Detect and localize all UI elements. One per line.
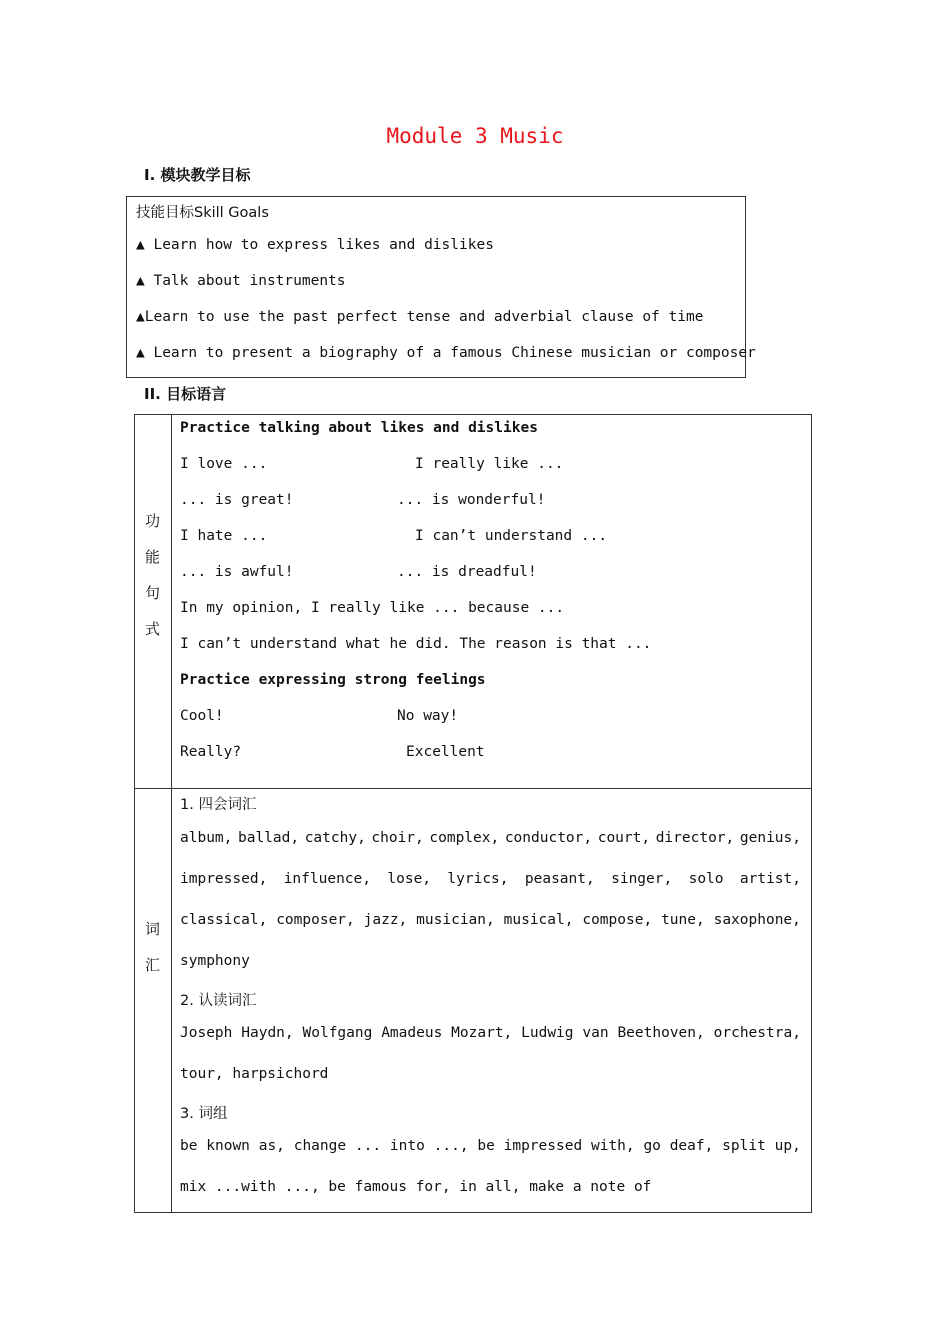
- phrase: I hate ...: [180, 528, 268, 544]
- phrase: ... is great!: [180, 492, 294, 508]
- vocab-word: conductor,: [504, 830, 593, 846]
- vocab-line: tour, harpsichord: [180, 1066, 329, 1082]
- vocab-word: musician,: [416, 912, 495, 928]
- phrase: Excellent: [406, 744, 485, 760]
- vocab-word: ballad,: [237, 830, 300, 846]
- phrase: I can’t understand ...: [415, 528, 608, 544]
- row-label-char: 功: [144, 512, 160, 530]
- page-title: Module 3 Music: [386, 124, 564, 148]
- vocab-word: composer,: [276, 912, 355, 928]
- vocab-word: saxophone,: [713, 912, 801, 928]
- vocab-word: influence,: [283, 871, 371, 887]
- phrase-word: known: [206, 1138, 250, 1154]
- vocab-subheading: 3. 词组: [180, 1106, 228, 1122]
- vocab-word: Beethoven,: [617, 1025, 705, 1041]
- phrase-word: ...,: [433, 1138, 469, 1154]
- phrase-word: split: [722, 1138, 766, 1154]
- vocab-word: singer,: [611, 871, 673, 887]
- goal-item: ▲Learn to use the past perfect tense and adverbial clause of time: [136, 309, 704, 325]
- vocab-line: symphony: [180, 953, 250, 969]
- phrase-word: impressed: [503, 1138, 583, 1154]
- vocab-line: [180, 912, 801, 928]
- phrase: Really?: [180, 744, 242, 760]
- skill-goals-label: 技能目标Skill Goals: [136, 205, 269, 221]
- vocab-line: [180, 871, 801, 887]
- vocab-word: van: [582, 1025, 609, 1041]
- phrase-word: with,: [590, 1138, 635, 1154]
- phrase-word: ...: [354, 1138, 382, 1154]
- phrase-word: go: [643, 1138, 661, 1154]
- phrase-line: [180, 1138, 801, 1154]
- vocab-word: solo: [688, 871, 724, 887]
- section2-heading: II. 目标语言: [144, 385, 227, 403]
- vocab-word: catchy,: [304, 830, 366, 846]
- row-label-char: 式: [144, 620, 160, 638]
- vocab-subheading: 1. 四会词汇: [180, 797, 257, 813]
- vocab-line: [180, 830, 801, 846]
- vocab-subheading: 2. 认读词汇: [180, 993, 257, 1009]
- vocab-word: Amadeus: [381, 1025, 443, 1041]
- vocab-word: musical,: [503, 912, 574, 928]
- phrase: I love ...: [180, 456, 268, 472]
- vocab-word: impressed,: [180, 871, 268, 887]
- vocab-word: director,: [655, 830, 735, 846]
- phrase-word: up,: [774, 1138, 801, 1154]
- likes-heading: Practice talking about likes and dislikes: [180, 420, 538, 436]
- goal-item: ▲ Learn how to express likes and dislikes: [136, 237, 494, 253]
- vocab-word: artist,: [739, 871, 801, 887]
- goal-item: ▲ Talk about instruments: [136, 273, 346, 289]
- vocab-word: classical,: [180, 912, 268, 928]
- vocab-word: court,: [597, 830, 651, 846]
- phrase: No way!: [397, 708, 459, 724]
- phrase-word: deaf,: [669, 1138, 714, 1154]
- vocab-line: [180, 1025, 801, 1041]
- vocab-word: orchestra,: [713, 1025, 801, 1041]
- vocab-word: complex,: [429, 830, 500, 846]
- row-label-char: 汇: [144, 956, 160, 974]
- vocab-word: Haydn,: [241, 1025, 294, 1041]
- vocab-word: jazz,: [363, 912, 408, 928]
- phrase: I really like ...: [415, 456, 564, 472]
- phrase: ... is dreadful!: [397, 564, 537, 580]
- vocab-word: Wolfgang: [302, 1025, 373, 1041]
- goal-item: ▲ Learn to present a biography of a famous Chinese musician or composer: [136, 345, 756, 361]
- phrase: ... is wonderful!: [397, 492, 546, 508]
- phrase: Cool!: [180, 708, 224, 724]
- vocab-word: peasant,: [524, 871, 595, 887]
- row-label-char: 词: [144, 920, 160, 938]
- vocab-word: lyrics,: [447, 871, 509, 887]
- vocab-word: choir,: [371, 830, 424, 846]
- phrase-word: be: [477, 1138, 495, 1154]
- vocab-word: tune,: [661, 912, 705, 928]
- phrase: In my opinion, I really like ... because ...: [180, 600, 565, 616]
- phrase-word: be: [180, 1138, 198, 1154]
- phrase-line: mix ...with ..., be famous for, in all, make a note of: [180, 1179, 652, 1195]
- vocab-word: Joseph: [180, 1025, 233, 1041]
- phrase: ... is awful!: [180, 564, 294, 580]
- row-label-char: 能: [144, 548, 160, 566]
- vocab-word: album,: [180, 830, 233, 846]
- phrase-word: change: [293, 1138, 347, 1154]
- vocab-word: lose,: [387, 871, 432, 887]
- vocab-word: Ludwig: [521, 1025, 574, 1041]
- section1-heading: I. 模块教学目标: [144, 166, 251, 184]
- vocab-word: genius,: [739, 830, 801, 846]
- row-label-char: 句: [144, 584, 160, 602]
- phrase: I can’t understand what he did. The reason is that ...: [180, 636, 652, 652]
- phrase-word: as,: [258, 1138, 285, 1154]
- vocab-word: compose,: [582, 912, 653, 928]
- table-divider: [134, 788, 812, 789]
- table-divider: [171, 414, 172, 1213]
- feelings-heading: Practice expressing strong feelings: [180, 672, 486, 688]
- vocab-word: Mozart,: [451, 1025, 513, 1041]
- phrase-word: into: [389, 1138, 425, 1154]
